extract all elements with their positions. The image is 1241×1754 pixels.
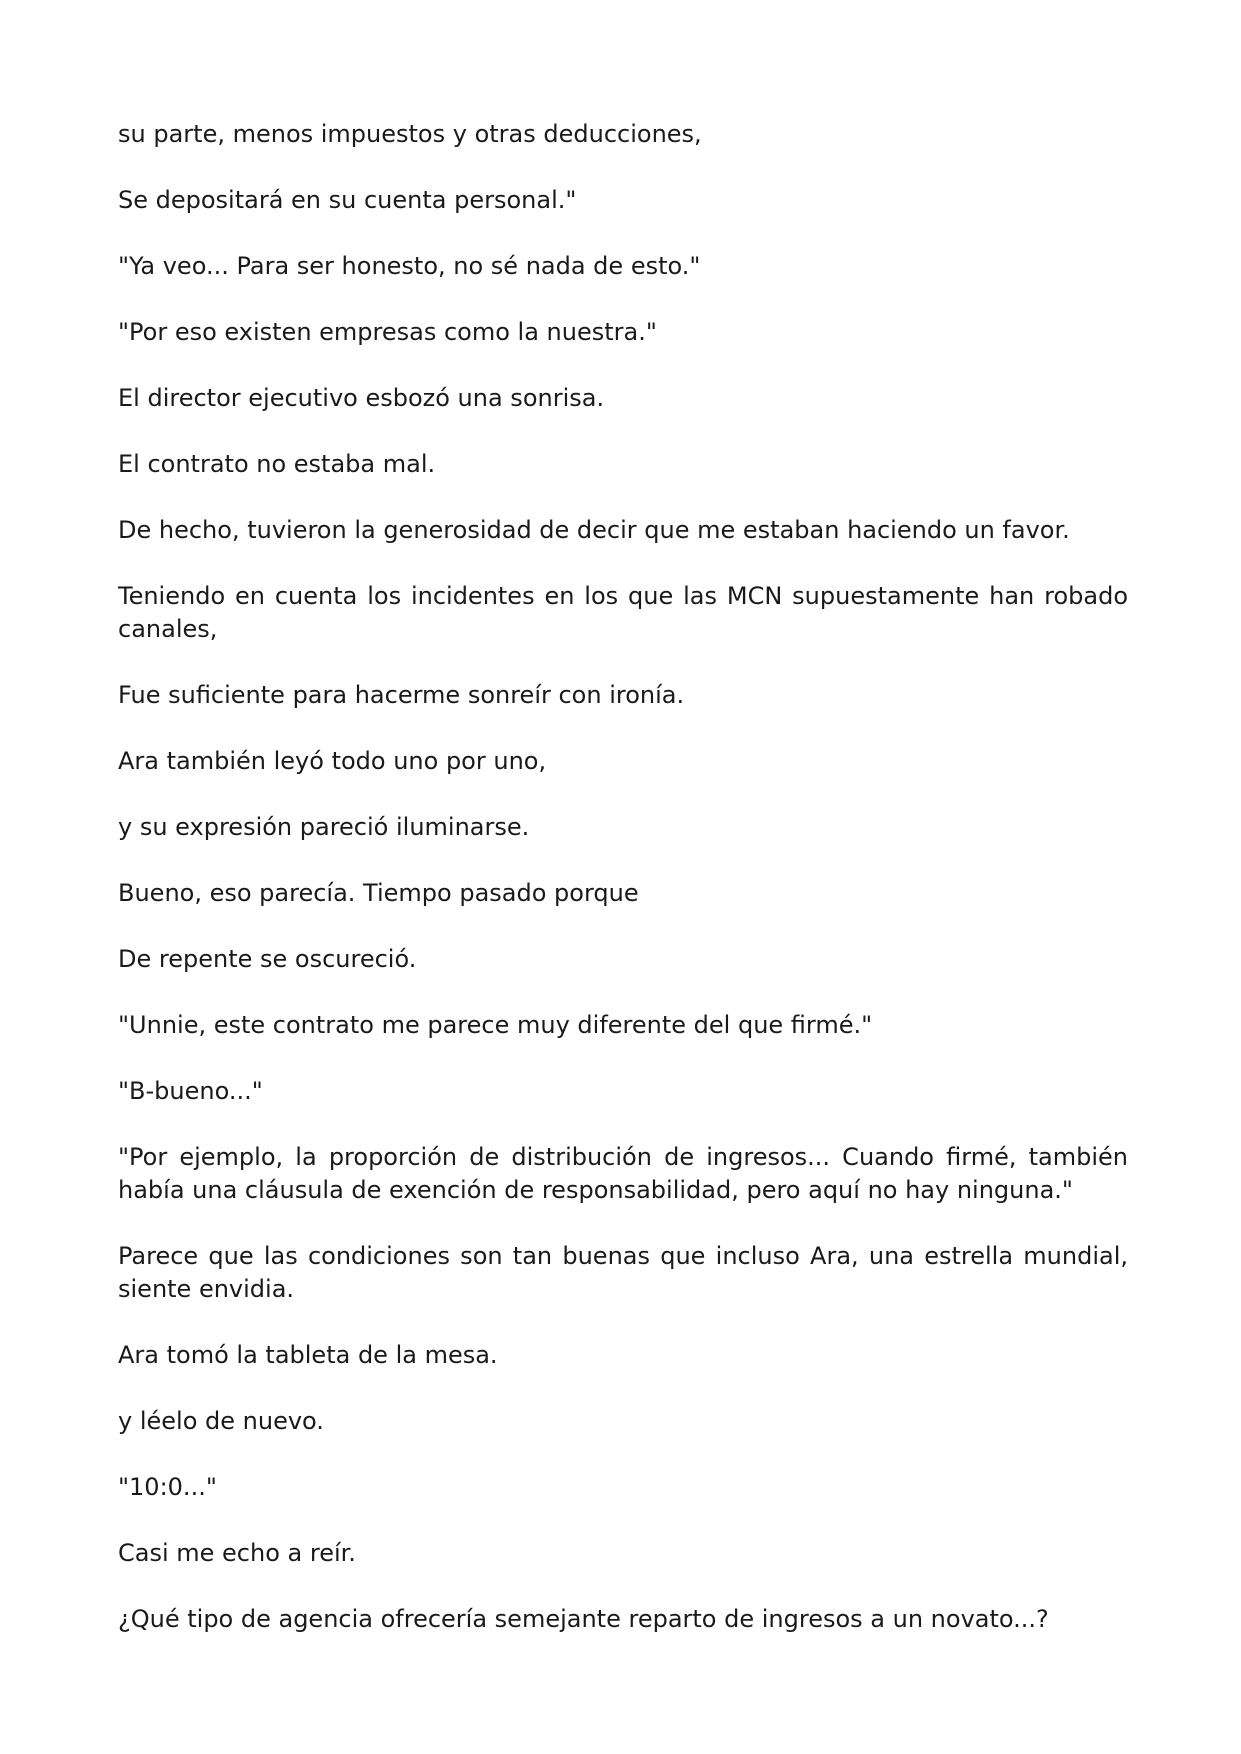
paragraph: "B-bueno..."	[118, 1077, 263, 1105]
paragraph: Teniendo en cuenta los incidentes en los que las MCN supuestamente han robado canales,	[118, 582, 1128, 643]
paragraph: "Ya veo... Para ser honesto, no sé nada de esto."	[118, 252, 701, 280]
paragraph: Casi me echo a reír.	[118, 1539, 356, 1567]
paragraph: "Unnie, este contrato me parece muy diferente del que firmé."	[118, 1011, 873, 1039]
paragraph: Ara también leyó todo uno por uno,	[118, 747, 547, 775]
paragraph: Fue suficiente para hacerme sonreír con ironía.	[118, 681, 685, 709]
paragraph: Parece que las condiciones son tan buenas que incluso Ara, una estrella mundial, siente envidia.	[118, 1242, 1128, 1303]
paragraph: y su expresión pareció iluminarse.	[118, 813, 530, 841]
paragraph: De repente se oscureció.	[118, 945, 417, 973]
paragraph: Ara tomó la tableta de la mesa.	[118, 1341, 498, 1369]
paragraph: ¿Qué tipo de agencia ofrecería semejante reparto de ingresos a un novato...?	[118, 1605, 1049, 1633]
paragraph: "Por ejemplo, la proporción de distribución de ingresos... Cuando firmé, también había una cláusula de exención de responsabilidad, pero aquí no hay ninguna."	[118, 1143, 1128, 1204]
paragraph: "10:0..."	[118, 1473, 217, 1501]
paragraph: El contrato no estaba mal.	[118, 450, 436, 478]
paragraph: El director ejecutivo esbozó una sonrisa.	[118, 384, 605, 412]
paragraph: y léelo de nuevo.	[118, 1407, 324, 1435]
paragraph: De hecho, tuvieron la generosidad de decir que me estaban haciendo un favor.	[118, 516, 1070, 544]
paragraph: Se depositará en su cuenta personal."	[118, 186, 577, 214]
body-text	[118, 118, 1128, 1669]
paragraph: "Por eso existen empresas como la nuestra."	[118, 318, 657, 346]
paragraph: Bueno, eso parecía. Tiempo pasado porque	[118, 879, 639, 907]
paragraph: su parte, menos impuestos y otras deducciones,	[118, 120, 702, 148]
